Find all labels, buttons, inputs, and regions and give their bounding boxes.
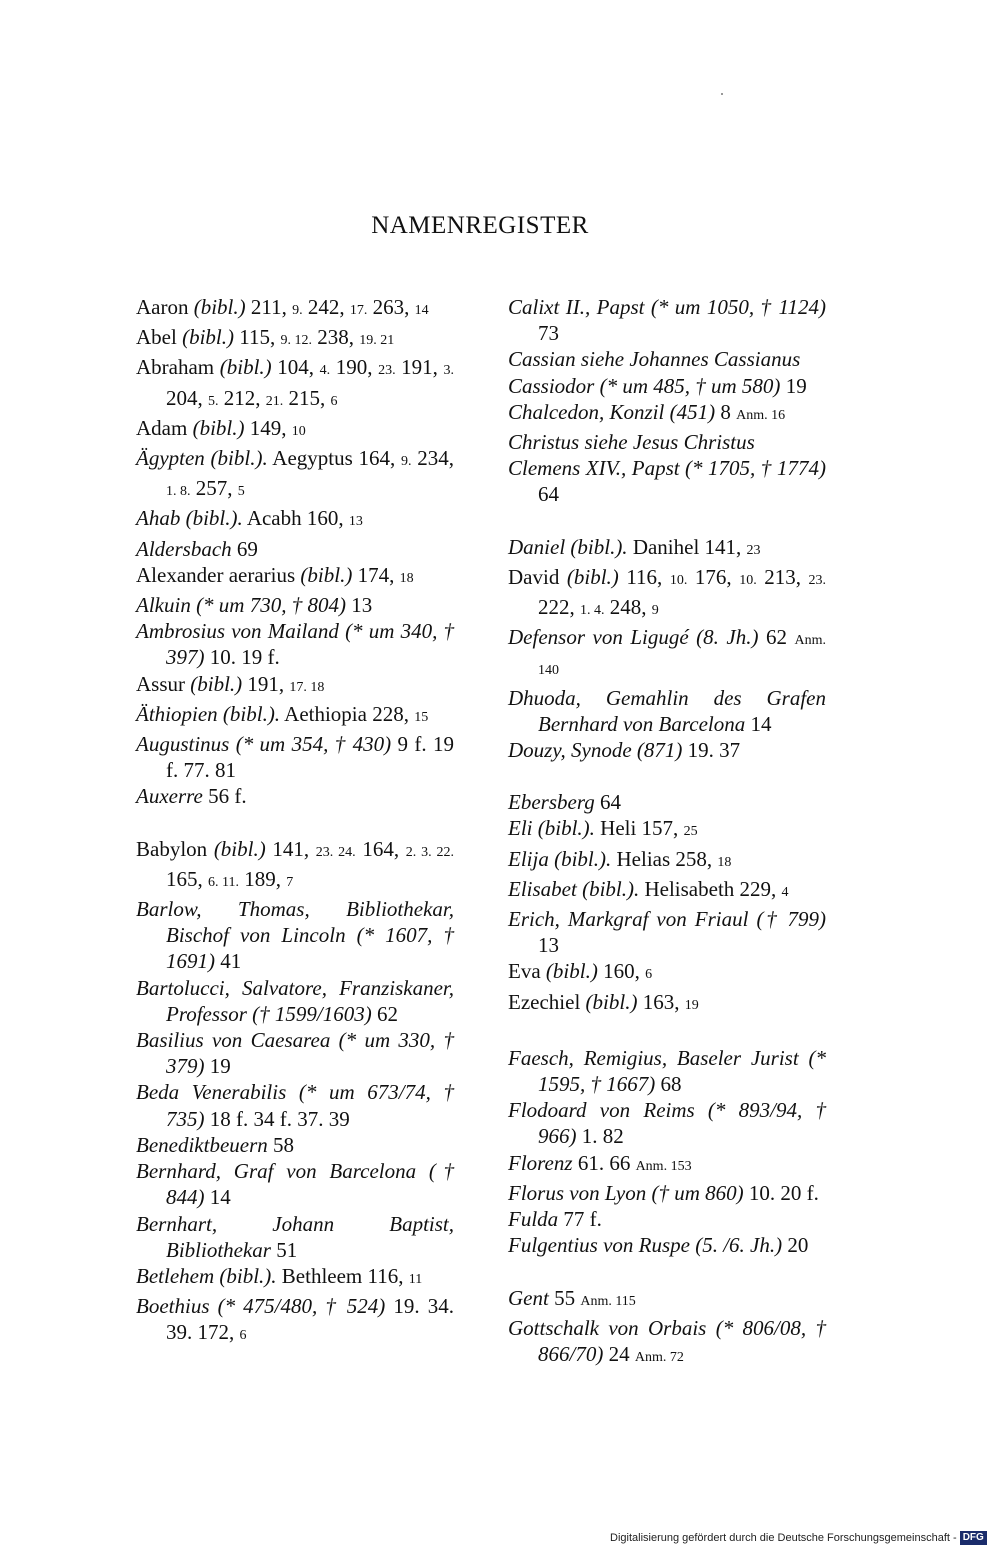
entry-text: 77 f. (558, 1207, 602, 1232)
index-entry (136, 896, 454, 975)
entry-italic-text: Betlehem (bibl.). (136, 1263, 277, 1288)
index-entry (136, 354, 454, 414)
entry-small-ref: 23. (378, 363, 396, 379)
entry-italic-text: Dhuoda, Gemahlin des Grafen Bernhard von Barcelona (508, 685, 826, 736)
entry-text: 18 f. 34 f. 37. 39 (204, 1106, 350, 1131)
entry-italic-text: (bibl.) (566, 564, 619, 589)
entry-text: Helias 258, (611, 846, 718, 871)
index-entry (508, 989, 826, 1019)
entry-text: 248, (604, 595, 652, 620)
index-entry (136, 731, 454, 783)
entry-italic-text: (bibl.) (190, 671, 243, 696)
entry-italic-text: Ambrosius von Mailand (* um 340, † 397) (136, 619, 454, 670)
entry-small-ref: 10 (291, 423, 306, 439)
entry-text: 222, (538, 595, 580, 620)
entry-italic-text: Calixt II., Papst (* um 1050, † 1124) (508, 295, 826, 319)
entry-small-ref: 10. (739, 572, 757, 588)
entry-text: 238, (311, 325, 360, 350)
index-entry (136, 671, 454, 701)
entry-text: 41 (215, 949, 242, 974)
entry-italic-text: Elija (bibl.). (508, 846, 612, 871)
entry-text: 257, (190, 476, 238, 501)
entry-italic-text: Florus von Lyon († um 860) (508, 1180, 744, 1205)
entry-text: 174, (352, 562, 400, 587)
index-entry (136, 1132, 454, 1158)
index-entry (508, 876, 826, 906)
entry-text: 69 (231, 536, 258, 561)
index-entry (136, 975, 454, 1027)
entry-small-ref: 23. 24. (315, 844, 356, 860)
entry-italic-text: Defensor von Ligugé (8. Jh.) (508, 625, 759, 650)
entry-text: 176, (687, 564, 740, 589)
entry-italic-text: Fulda (508, 1207, 559, 1232)
entry-text: 191, (395, 355, 444, 380)
entry-small-ref: 18 (717, 854, 732, 870)
index-entry (508, 737, 826, 763)
index-entry (136, 562, 454, 592)
index-entry (508, 789, 826, 815)
index-entry (508, 1097, 826, 1149)
entry-text: 163, (637, 989, 685, 1014)
entry-text: Abraham (136, 355, 220, 380)
entry-italic-text: Cassian siehe Johannes Cassianus (508, 347, 801, 372)
entry-italic-text: Florenz (508, 1150, 573, 1175)
index-entry (136, 1158, 454, 1210)
entry-text: 56 f. (202, 784, 247, 809)
entry-small-ref: 4. (319, 363, 331, 379)
footer-credit (610, 1531, 987, 1545)
entry-italic-text: Elisabet (bibl.). (508, 876, 640, 901)
entry-italic-text: Bernhart, Johann Baptist, Bibliothekar (136, 1211, 454, 1262)
entry-italic-text: Aldersbach (136, 536, 232, 561)
entry-text: Heli 157, (594, 816, 684, 841)
entry-italic-text: Bartolucci, Salvatore, Franziskaner, Professor († 1599/1603) (136, 975, 454, 1026)
entry-text: 14 (204, 1185, 231, 1210)
index-entry (508, 294, 826, 346)
entry-small-ref: 6 (645, 967, 653, 983)
entry-small-ref: 19 (684, 997, 699, 1013)
index-entry (508, 1180, 826, 1206)
index-column-left (136, 294, 454, 1350)
index-entry (136, 324, 454, 354)
index-entry (508, 815, 826, 845)
index-entry (136, 505, 454, 535)
entry-italic-text: (bibl.) (192, 415, 245, 440)
entry-italic-text: (bibl.) (213, 836, 266, 861)
entry-text: 165, (166, 866, 208, 891)
entry-small-ref: 2. 3. 22. (405, 844, 455, 860)
entry-text: Alexander aerarius (136, 562, 301, 587)
index-entry (136, 1293, 454, 1349)
entry-text: 19 (780, 373, 807, 398)
entry-text: 215, (283, 385, 331, 410)
entry-text: 64 (594, 790, 621, 815)
entry-small-ref: Anm. 16 (736, 407, 786, 423)
entry-text: 51 (270, 1237, 298, 1262)
entry-text: Bethleem 116, (276, 1263, 409, 1288)
entry-text: 19. 37 (682, 738, 741, 763)
entry-text: 189, (238, 866, 287, 891)
entry-small-ref: 6. 11. (208, 874, 239, 890)
entry-small-ref: 13 (348, 514, 363, 530)
entry-text: 19. 34. 39. 172, (166, 1294, 455, 1345)
index-entry (136, 783, 454, 809)
entry-text: 116, (618, 564, 670, 589)
entry-italic-text: Augustinus (* um 354, † 430) (136, 732, 392, 757)
entry-italic-text: Barlow, Thomas, Bibliothekar, Bischof von Lincoln (* 1607, † 1691) (136, 897, 454, 974)
entry-italic-text: Gottschalk von Orbais (* 806/08, † 866/70) (508, 1315, 826, 1366)
entry-text: 55 (548, 1285, 581, 1310)
index-entry (508, 1285, 826, 1315)
entry-small-ref: 5. (208, 393, 219, 409)
entry-italic-text: Alkuin (* um 730, † 804) (136, 593, 346, 618)
index-entry (136, 1027, 454, 1079)
scan-speck (721, 93, 723, 95)
index-entry (136, 536, 454, 562)
entry-text: 14 (745, 711, 772, 736)
entry-italic-text: Eli (bibl.). (508, 816, 595, 841)
entry-text: David (508, 564, 567, 589)
entry-text: 160, (597, 959, 646, 984)
entry-italic-text: Ägypten (bibl.). (136, 446, 268, 471)
entry-text: 58 (267, 1132, 295, 1157)
entry-italic-text: (bibl.) (193, 295, 246, 319)
entry-small-ref: 11 (408, 1271, 423, 1287)
entry-italic-text: Erich, Markgraf von Friaul († 799) (508, 907, 826, 932)
index-entry (508, 373, 826, 399)
entry-small-ref: 18 (399, 570, 414, 586)
entry-italic-text: Chalcedon, Konzil (451) (508, 399, 716, 424)
entry-text: 263, (367, 295, 415, 319)
entry-text: 115, (233, 325, 281, 350)
index-entry (508, 1315, 826, 1371)
entry-text: 141, (265, 836, 316, 861)
entry-text: 242, (302, 295, 350, 319)
entry-text: 149, (244, 415, 292, 440)
entry-text: 73 (538, 321, 559, 346)
entry-small-ref: 6 (330, 393, 338, 409)
entry-text: 19 (204, 1054, 231, 1079)
entry-small-ref: Anm. 115 (580, 1293, 636, 1309)
entry-small-ref: 9 (651, 603, 659, 619)
entry-text: 212, (218, 385, 266, 410)
index-entry (136, 836, 454, 896)
entry-small-ref: 14 (414, 303, 429, 318)
entry-text: 164, (355, 836, 406, 861)
entry-italic-text: Auxerre (136, 784, 203, 809)
entry-text: Eva (508, 959, 546, 984)
entry-text: Acabh 160, (242, 506, 349, 531)
entry-italic-text: Gent (508, 1285, 549, 1310)
index-entry (508, 1232, 826, 1258)
entry-small-ref: Anm. 153 (635, 1158, 692, 1174)
index-entry (508, 399, 826, 429)
entry-italic-text: Christus siehe Jesus Christus (508, 430, 755, 455)
entry-text: 8 (715, 399, 737, 424)
entry-text: 1. 82 (576, 1124, 624, 1149)
index-entry (508, 1150, 826, 1180)
entry-text: 13 (345, 593, 373, 618)
entry-small-ref: 23. (808, 572, 827, 588)
dfg-logo: DFG (960, 1531, 987, 1545)
entry-text: 13 (538, 933, 559, 958)
entry-italic-text: Beda Venerabilis (* um 673/74, † 735) (136, 1080, 454, 1131)
index-entry (508, 1045, 826, 1097)
index-entry (508, 564, 826, 624)
entry-text: 10. 19 f. (204, 645, 280, 670)
entry-text: 68 (655, 1072, 682, 1097)
entry-italic-text: Boethius (* 475/480, † 524) (136, 1294, 386, 1319)
index-entry (508, 455, 826, 507)
entry-text: 191, (242, 671, 290, 696)
entry-text: Ezechiel (508, 989, 586, 1014)
entry-text: 24 (603, 1341, 635, 1366)
index-entry (136, 592, 454, 618)
index-entry (508, 846, 826, 876)
entry-italic-text: Faesch, Remigius, Baseler Jurist (* 1595, † 1667) (508, 1045, 826, 1097)
index-entry (136, 445, 454, 505)
entry-italic-text: Cassiodor (* um 485, † um 580) (508, 373, 781, 398)
index-entry (508, 624, 826, 684)
entry-text: 62 (371, 1001, 398, 1026)
entry-text: 62 (758, 625, 795, 650)
entry-text: Aethiopia 228, (280, 701, 415, 726)
entry-small-ref: 21. (265, 393, 284, 409)
index-entry (136, 1079, 454, 1131)
entry-text: 9 f. 19 f. 77. 81 (166, 732, 454, 783)
entry-text: 104, (271, 355, 320, 380)
index-entry (136, 294, 454, 324)
index-column-right (508, 294, 826, 1371)
entry-small-ref: Anm. 140 (538, 633, 826, 679)
entry-italic-text: Clemens XIV., Papst (* 1705, † 1774) (508, 456, 826, 481)
index-entry (136, 618, 454, 670)
entry-text: Aegyptus 164, (267, 446, 402, 471)
index-entry (508, 906, 826, 958)
entry-italic-text: (bibl.) (545, 959, 598, 984)
index-entry (508, 346, 826, 372)
entry-text: Adam (136, 415, 193, 440)
index-entry (508, 685, 826, 737)
entry-small-ref: 4 (781, 884, 789, 900)
entry-italic-text: Douzy, Synode (871) (508, 738, 683, 763)
entry-italic-text: Daniel (bibl.). (508, 534, 628, 559)
entry-italic-text: Äthiopien (bibl.). (136, 701, 281, 726)
entry-italic-text: Ebersberg (508, 790, 595, 815)
entry-text: 20 (782, 1233, 809, 1258)
entry-small-ref: 9. (401, 454, 412, 470)
entry-small-ref: 1. 4. (580, 603, 605, 619)
entry-italic-text: Fulgentius von Ruspe (5. /6. Jh.) (508, 1233, 783, 1258)
entry-text: 204, (166, 385, 208, 410)
entry-italic-text: Bernhard, Graf von Barcelona († 844) (136, 1159, 454, 1210)
entry-small-ref: 17. (349, 303, 368, 318)
entry-small-ref: 15 (414, 709, 429, 725)
entry-text: 213, (756, 564, 809, 589)
entry-text: Assur (136, 671, 191, 696)
entry-text: Helisabeth 229, (639, 876, 782, 901)
index-entry (136, 701, 454, 731)
entry-italic-text: Basilius von Caesarea (* um 330, † 379) (136, 1028, 454, 1079)
entry-italic-text: (bibl.) (219, 355, 272, 380)
index-entry (136, 1211, 454, 1263)
entry-small-ref: 9. (292, 303, 303, 318)
entry-italic-text: Benediktbeuern (136, 1132, 268, 1157)
index-entry (508, 958, 826, 988)
entry-text: Danihel 141, (627, 534, 747, 559)
entry-text: Babylon (136, 836, 214, 861)
entry-text: 190, (330, 355, 379, 380)
entry-text: Aaron (136, 295, 194, 319)
index-entry (508, 429, 826, 455)
entry-small-ref: 17. 18 (289, 679, 325, 695)
entry-small-ref: 7 (286, 874, 294, 890)
entry-italic-text: (bibl.) (182, 325, 234, 350)
entry-small-ref: 25 (683, 824, 698, 840)
index-entry (508, 534, 826, 564)
entry-small-ref: 10. (669, 572, 688, 588)
index-entry (508, 1206, 826, 1232)
entry-italic-text: Ahab (bibl.). (136, 506, 243, 531)
index-entry (136, 415, 454, 445)
page-title: NAMENREGISTER (371, 212, 589, 239)
entry-small-ref: Anm. 72 (634, 1349, 684, 1365)
entry-text: Abel (136, 325, 183, 350)
entry-text: 64 (538, 482, 559, 507)
entry-small-ref: 9. 12. (280, 333, 312, 349)
entry-text: 61. 66 (572, 1150, 636, 1175)
entry-text: 10. 20 f. (743, 1180, 819, 1205)
entry-small-ref: 5 (237, 484, 245, 500)
entry-italic-text: (bibl.) (300, 562, 353, 587)
entry-small-ref: 6 (239, 1328, 247, 1344)
entry-small-ref: 19. 21 (359, 333, 395, 349)
entry-text: 211, (245, 295, 293, 319)
entry-small-ref: 3. (443, 363, 455, 379)
entry-text: 234, (411, 446, 455, 471)
footer-text: Digitalisierung gefördert durch die Deutsche Forschungsgemeinschaft - (610, 1531, 957, 1544)
entry-small-ref: 1. 8. (166, 484, 191, 500)
index-entry (136, 1263, 454, 1293)
entry-italic-text: Flodoard von Reims (* 893/94, † 966) (508, 1098, 826, 1149)
entry-italic-text: (bibl.) (585, 989, 638, 1014)
entry-small-ref: 23 (746, 542, 761, 558)
